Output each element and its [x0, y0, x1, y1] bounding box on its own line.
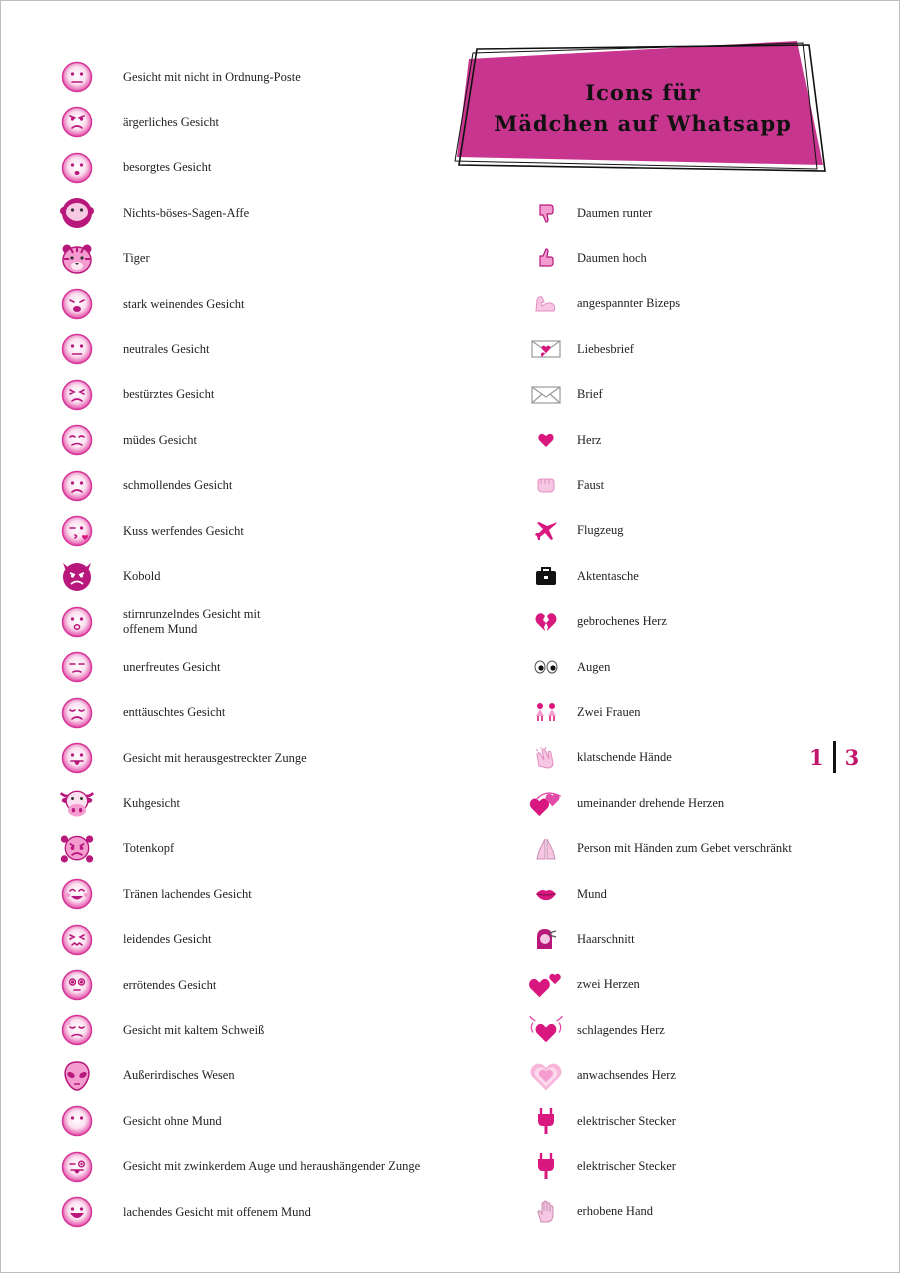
- item-label: Totenkopf: [123, 841, 175, 856]
- item-label: Gesicht mit kaltem Schweiß: [123, 1022, 265, 1037]
- item-label: Augen: [577, 659, 611, 674]
- list-item: [59, 874, 453, 914]
- list-item: [528, 919, 827, 959]
- item-label: zwei Herzen: [577, 977, 640, 992]
- list-item: [59, 466, 453, 506]
- flexed-biceps-icon: [528, 286, 564, 322]
- face-with-tongue-icon: [59, 740, 95, 776]
- revolving-hearts-icon: [528, 785, 564, 821]
- disappointed-face-icon: [59, 695, 95, 731]
- briefcase-icon: [528, 558, 564, 594]
- item-label: erhobene Hand: [577, 1204, 654, 1219]
- item-label: elektrischer Stecker: [577, 1158, 676, 1173]
- list-item: [528, 602, 827, 642]
- folded-hands-icon: [528, 831, 564, 867]
- alien-icon: [59, 1058, 95, 1094]
- list-item: [528, 692, 827, 732]
- thumbs-down-icon: [528, 195, 564, 231]
- list-item: [59, 783, 453, 823]
- list-item: [59, 1101, 453, 1141]
- speak-no-evil-monkey-icon: [59, 195, 95, 231]
- pouting-face-icon: [59, 468, 95, 504]
- tears-of-joy-face-icon: [59, 876, 95, 912]
- item-label: anwachsendes Herz: [577, 1068, 676, 1083]
- list-item: [59, 1192, 453, 1232]
- imp-icon: [59, 558, 95, 594]
- list-item: [59, 148, 453, 188]
- item-label: Person mit Händen zum Gebet verschränkt: [577, 841, 792, 856]
- item-label: Gesicht mit zwinkerdem Auge und heraushängender Zunge: [123, 1159, 421, 1174]
- item-label: Tiger: [123, 251, 150, 266]
- item-label: lachendes Gesicht mit offenem Mund: [123, 1204, 311, 1219]
- item-label: enttäuschtes Gesicht: [123, 705, 226, 720]
- item-label: stirnrunzelndes Gesicht mit offenem Mund: [123, 606, 261, 636]
- face-throwing-kiss-icon: [59, 513, 95, 549]
- electric-plug-icon: [528, 1103, 564, 1139]
- list-item: [528, 1010, 827, 1050]
- list-item: [59, 1056, 453, 1096]
- list-item: [59, 239, 453, 279]
- list-item: [528, 511, 827, 551]
- worried-face-icon: [59, 150, 95, 186]
- item-label: unerfreutes Gesicht: [123, 659, 221, 674]
- item-label: gebrochenes Herz: [577, 614, 667, 629]
- list-item: [528, 556, 827, 596]
- item-label: Aktentasche: [577, 568, 639, 583]
- item-label: müdes Gesicht: [123, 432, 197, 447]
- list-item: [528, 738, 827, 778]
- item-label: Kuss werfendes Gesicht: [123, 523, 244, 538]
- item-label: Gesicht mit herausgestreckter Zunge: [123, 750, 307, 765]
- item-label: Nichts-böses-Sagen-Affe: [123, 205, 250, 220]
- page-number-current: 1: [809, 744, 824, 770]
- smiling-open-mouth-face-icon: [59, 1194, 95, 1230]
- item-label: ärgerliches Gesicht: [123, 114, 219, 129]
- item-label: Liebesbrief: [577, 341, 634, 356]
- list-item: [59, 1147, 453, 1187]
- confounded-face-icon: [59, 922, 95, 958]
- list-item: [59, 193, 453, 233]
- list-item: [59, 57, 453, 97]
- item-label: schmollendes Gesicht: [123, 478, 233, 493]
- list-item: [528, 238, 827, 278]
- electric-plug-icon: [528, 1148, 564, 1184]
- item-label: schlagendes Herz: [577, 1022, 665, 1037]
- envelope-icon: [528, 377, 564, 413]
- item-label: Brief: [577, 387, 603, 402]
- list-item: [528, 874, 827, 914]
- fist-icon: [528, 467, 564, 503]
- eyes-icon: [528, 649, 564, 685]
- list-item: [528, 465, 827, 505]
- item-label: Zwei Frauen: [577, 704, 641, 719]
- list-item: [528, 1056, 827, 1096]
- list-item: [528, 783, 827, 823]
- list-item: [59, 693, 453, 733]
- list-item: [59, 329, 453, 369]
- tiger-face-icon: [59, 241, 95, 277]
- list-item: [59, 738, 453, 778]
- item-label: bestürztes Gesicht: [123, 387, 215, 402]
- item-label: Mund: [577, 886, 607, 901]
- item-label: Gesicht mit nicht in Ordnung-Poste: [123, 69, 301, 84]
- page-number-divider: [833, 741, 836, 773]
- growing-heart-icon: [528, 1058, 564, 1094]
- neutral-face-icon: [59, 331, 95, 367]
- item-label: Herz: [577, 432, 602, 447]
- page-number: [809, 741, 859, 773]
- item-label: Kuhgesicht: [123, 795, 180, 810]
- item-label: Kobold: [123, 568, 161, 583]
- item-label: stark weinendes Gesicht: [123, 296, 245, 311]
- item-label: Faust: [577, 477, 605, 492]
- title-line-1: Icons für: [585, 80, 701, 105]
- list-item: [528, 1146, 827, 1186]
- list-item: [528, 1101, 827, 1141]
- item-label: Daumen runter: [577, 205, 653, 220]
- list-item: [528, 420, 827, 460]
- list-item: [59, 602, 453, 642]
- two-hearts-icon: [528, 967, 564, 1003]
- frowning-open-mouth-face-icon: [59, 604, 95, 640]
- list-item: [528, 1192, 827, 1232]
- list-item: [528, 829, 827, 869]
- two-women-icon: [528, 694, 564, 730]
- list-item: [59, 556, 453, 596]
- list-item: [59, 511, 453, 551]
- item-label: Daumen hoch: [577, 250, 647, 265]
- cold-sweat-face-icon: [59, 1012, 95, 1048]
- persevering-face-icon: [59, 377, 95, 413]
- raised-hand-icon: [528, 1194, 564, 1230]
- love-letter-icon: [528, 331, 564, 367]
- skull-icon: [59, 831, 95, 867]
- broken-heart-icon: [528, 604, 564, 640]
- unamused-face-icon: [59, 649, 95, 685]
- list-item: [59, 1010, 453, 1050]
- tired-face-icon: [59, 422, 95, 458]
- beating-heart-icon: [528, 1012, 564, 1048]
- list-item: [528, 647, 827, 687]
- item-label: leidendes Gesicht: [123, 932, 212, 947]
- list-item: [528, 193, 827, 233]
- list-item: [528, 965, 827, 1005]
- item-label: Haarschnitt: [577, 931, 635, 946]
- haircut-icon: [528, 921, 564, 957]
- title-line-2: Mädchen auf Whatsapp: [494, 111, 792, 136]
- list-item: [59, 420, 453, 460]
- list-item: [528, 375, 827, 415]
- page-number-total: 3: [844, 744, 860, 770]
- winking-tongue-face-icon: [59, 1149, 95, 1185]
- list-item: [528, 284, 827, 324]
- list-item: [59, 375, 453, 415]
- clapping-hands-icon: [528, 740, 564, 776]
- list-item: [59, 965, 453, 1005]
- flushed-face-icon: [59, 967, 95, 1003]
- airplane-icon: [528, 513, 564, 549]
- item-label: Außerirdisches Wesen: [123, 1068, 235, 1083]
- cow-face-icon: [59, 785, 95, 821]
- angry-face-icon: [59, 104, 95, 140]
- mouth-icon: [528, 876, 564, 912]
- list-item: [59, 920, 453, 960]
- item-label: umeinander drehende Herzen: [577, 795, 725, 810]
- item-label: errötendes Gesicht: [123, 977, 217, 992]
- title-banner: [453, 41, 833, 179]
- item-label: besorgtes Gesicht: [123, 160, 212, 175]
- heart-icon: [528, 422, 564, 458]
- loudly-crying-face-icon: [59, 286, 95, 322]
- list-item: [59, 829, 453, 869]
- item-label: klatschende Hände: [577, 750, 672, 765]
- item-label: angespannter Bizeps: [577, 296, 681, 311]
- no-good-face-icon: [59, 59, 95, 95]
- page-title: [453, 77, 833, 139]
- list-item: [59, 102, 453, 142]
- item-label: Tränen lachendes Gesicht: [123, 886, 252, 901]
- face-without-mouth-icon: [59, 1103, 95, 1139]
- list-item: [59, 284, 453, 324]
- thumbs-up-icon: [528, 240, 564, 276]
- item-label: Gesicht ohne Mund: [123, 1113, 222, 1128]
- item-label: Flugzeug: [577, 523, 624, 538]
- list-item: [528, 329, 827, 369]
- item-label: elektrischer Stecker: [577, 1113, 676, 1128]
- list-item: [59, 647, 453, 687]
- item-label: neutrales Gesicht: [123, 341, 210, 356]
